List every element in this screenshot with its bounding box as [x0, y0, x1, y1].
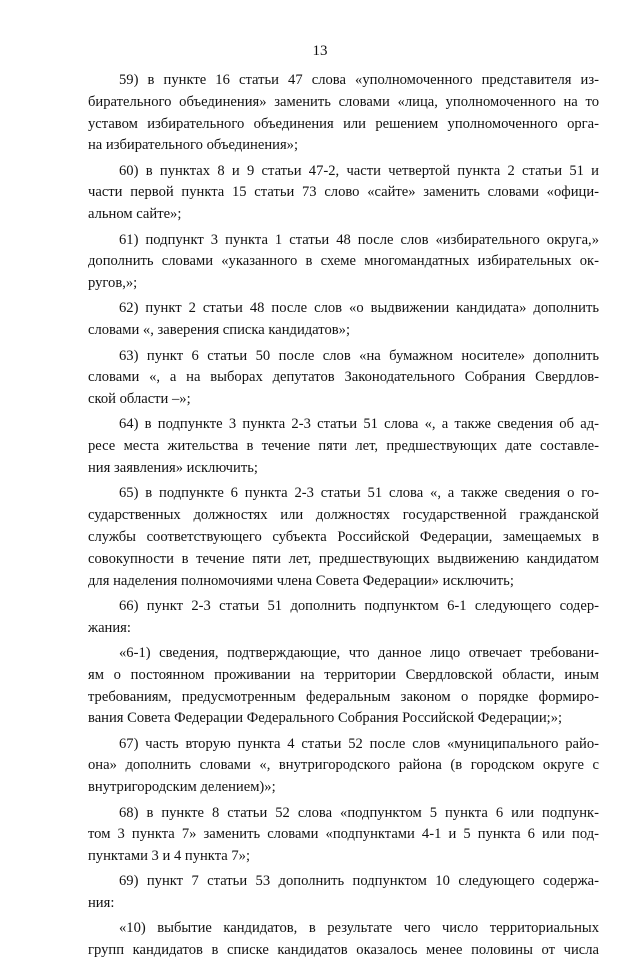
- text-line: службы соответствующего субъекта Российской Федерации, замещаемых в: [88, 528, 599, 545]
- text-line: части первой пункта 15 статьи 73 слово «сайте» заменить словами «офици-: [88, 184, 599, 201]
- text-line: ресе места жительства в течение пяти лет, предшествующих дате составле-: [88, 438, 599, 455]
- paragraph: [88, 298, 599, 342]
- paragraph: [88, 871, 599, 915]
- text-line: ния:: [88, 895, 115, 912]
- text-line: ния заявления» исключить;: [88, 460, 258, 477]
- text-line: 59) в пункте 16 статьи 47 слова «уполномоченного представителя из-: [119, 72, 599, 88]
- paragraph: [88, 918, 599, 962]
- paragraph: [88, 483, 599, 592]
- paragraph: [88, 414, 599, 479]
- page-number: 13: [312, 43, 328, 59]
- text-line: ской области –»;: [88, 391, 191, 408]
- paragraph: [88, 734, 599, 799]
- text-line: пунктами 3 и 4 пункта 7»;: [88, 848, 251, 865]
- text-line: вания Совета Федерации Федерального Собрания Российской Федерации;»;: [88, 710, 563, 727]
- text-line: групп кандидатов в списке кандидатов оказалось менее половины от числа: [88, 942, 599, 959]
- paragraph: [88, 230, 599, 295]
- text-line: словами «, а на выборах депутатов Законодательного Собрания Свердлов-: [88, 369, 599, 386]
- text-line: 68) в пункте 8 статьи 52 слова «подпунктом 5 пункта 6 или подпунк-: [119, 804, 599, 821]
- text-line: «6-1) сведения, подтверждающие, что данное лицо отвечает требовани-: [119, 644, 599, 661]
- text-line: словами «, заверения списка кандидатов»;: [88, 322, 351, 339]
- text-line: 65) в подпункте 6 пункта 2-3 статьи 51 слова «, а также сведения о го-: [119, 485, 599, 502]
- text-line: ям о постоянном проживании на территории Свердловской области, иным: [88, 666, 599, 683]
- text-line: 62) пункт 2 статьи 48 после слов «о выдвижении кандидата» дополнить: [119, 300, 599, 317]
- text-line: том 3 пункта 7» заменить словами «подпунктами 4-1 и 5 пункта 6 или под-: [88, 826, 599, 843]
- paragraph: [88, 346, 599, 411]
- text-line: 64) в подпункте 3 пункта 2-3 статьи 51 слова «, а также сведения об ад-: [119, 416, 599, 433]
- text-line: совокупности в течение пяти лет, предшествующих выдвижению кандидатом: [88, 550, 599, 567]
- paragraph: [88, 161, 599, 226]
- text-line: требованиям, предусмотренным федеральным законом о порядке формиро-: [88, 688, 599, 705]
- paragraph: [88, 643, 599, 730]
- text-line: уставом избирательного объединения или решением уполномоченного орга-: [88, 115, 599, 132]
- text-line: «10) выбытие кандидатов, в результате чего число территориальных: [119, 920, 599, 937]
- text-line: она» дополнить словами «, внутригородского района (в городском округе с: [88, 757, 599, 774]
- text-line: альном сайте»;: [88, 206, 182, 223]
- text-line: для наделения полномочиями члена Совета Федерации» исключить;: [88, 572, 514, 589]
- text-line: 60) в пунктах 8 и 9 статьи 47-2, части четвертой пункта 2 статьи 51 и: [119, 162, 599, 179]
- text-line: 69) пункт 7 статьи 53 дополнить подпунктом 10 следующего содержа-: [119, 873, 599, 890]
- text-line: на избирательного объединения»;: [88, 137, 299, 154]
- text-line: жания:: [88, 619, 131, 636]
- paragraph: [88, 70, 599, 157]
- text-line: внутригородским делением)»;: [88, 779, 276, 796]
- document-body: [88, 70, 599, 966]
- text-line: 63) пункт 6 статьи 50 после слов «на бумажном носителе» дополнить: [119, 347, 599, 364]
- text-line: бирательного объединения» заменить словами «лица, уполномоченного на то: [88, 93, 599, 110]
- paragraph: [88, 596, 599, 640]
- text-line: ругов,»;: [88, 275, 138, 292]
- text-line: 66) пункт 2-3 статьи 51 дополнить подпунктом 6-1 следующего содер-: [119, 597, 599, 614]
- text-line: 67) часть вторую пункта 4 статьи 52 после слов «муниципального райо-: [119, 735, 599, 752]
- text-line: дополнить словами «указанного в схеме многомандатных избирательных ок-: [88, 253, 599, 270]
- text-line: сударственных должностях или должностях государственной гражданской: [88, 507, 599, 524]
- text-line: 61) подпункт 3 пункта 1 статьи 48 после слов «избирательного округа,»: [119, 231, 599, 248]
- paragraph: [88, 803, 599, 868]
